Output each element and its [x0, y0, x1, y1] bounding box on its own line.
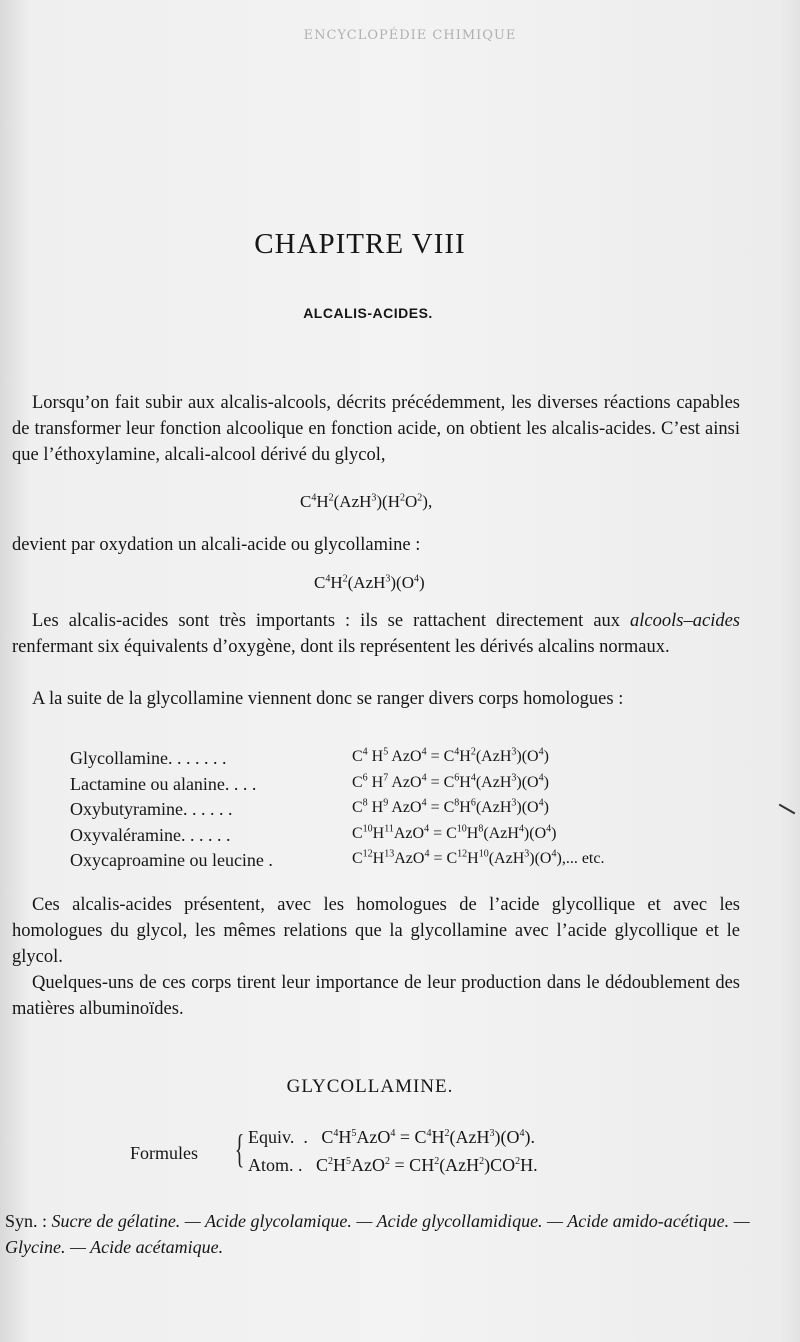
p3-text-a: Les alcalis-acides sont très importants : ils se rattachent directement aux	[32, 611, 631, 631]
homologue-name: Oxycaproamine ou leucine .	[70, 850, 273, 870]
chapter-title: CHAPITRE VIII	[254, 228, 466, 260]
paragraph-intro: Lorsqu’on fait subir aux alcalis-alcools, décrits précédemment, les diverses réactions capables de transformer leur fonction alcoolique en fonction acide, on obtient les alcalis-acides. C’est ainsi que l’éthoxylamine, alcali-alcool dérivé du glycol,	[12, 393, 740, 465]
homologue-name: Oxybutyramine. . . . . .	[70, 799, 233, 819]
running-head: ENCYCLOPÉDIE CHIMIQUE	[303, 28, 517, 43]
homologue-formula: $C^{10}H^{11}AzO^4 = C^{10}H^8(AzH^4)(O^4)$	[352, 823, 557, 842]
margin-mark	[779, 804, 796, 815]
table-row	[70, 850, 604, 876]
homologue-formula: $C^4$ $H^5$ $AzO^4 = C^4H^2(AzH^3)(O^4)$	[352, 746, 549, 765]
homologue-name: Lactamine ou alanine. . . .	[70, 773, 257, 794]
formula-glycollamine: $C^4H^2(AzH^3)(O^4)$	[314, 573, 425, 592]
paragraph-importance	[12, 608, 740, 660]
homologue-formula: $C^6$ $H^7$ $AzO^4 = C^6H^4(AzH^3)(O^4)$	[352, 772, 549, 791]
homologue-name: Glycollamine. . . . . . .	[70, 748, 227, 768]
p3-text-b: renfermant six équivalents d’oxygène, dont ils représentent les dérivés alcalins normaux.	[12, 637, 670, 657]
formule-equiv: Equiv. . $C^4H^5AzO^4 = C^4H^2(AzH^3)(O^4)$.	[248, 1127, 535, 1147]
paragraph-relations: Ces alcalis-acides présentent, avec les homologues de l’acide glycollique et avec les homologues du glycol, les mêmes relations que la glycollamine avec l’acide glycollique et le glycol.	[12, 895, 740, 967]
table-row	[70, 748, 604, 774]
formules-label: Formules	[130, 1143, 199, 1163]
table-row	[70, 799, 604, 825]
synonyms: Syn. : Sucre de gélatine. — Acide glycolamique. — Acide glycollamidique. — Acide amido-acétique. — Glycine. — Acide acétamique.	[5, 1211, 750, 1257]
section-title: GLYCOLLAMINE.	[286, 1076, 454, 1097]
paragraph-production: Quelques-uns de ces corps tirent leur importance de leur production dans le dédoublement des matières albuminoïdes.	[12, 973, 740, 1019]
homologue-name: Oxyvaléramine. . . . . .	[70, 824, 231, 845]
p3-italic: alcools–acides	[630, 611, 740, 631]
homologue-formula: $C^{12}H^{13}AzO^4 = C^{12}H^{10}(AzH^3)(O^4)$,... etc.	[352, 848, 605, 867]
formule-atom: Atom. . $C^2H^5AzO^2 = CH^2(AzH^2)CO^2H$.	[248, 1155, 538, 1175]
formula-ethoxylamine: $C^4H^2(AzH^3)(H^2O^2)$,	[300, 492, 433, 511]
paragraph-oxydation: devient par oxydation un alcali-acide ou glycollamine :	[12, 535, 421, 555]
brace-icon: {	[234, 1126, 245, 1171]
table-row	[70, 774, 604, 800]
homologues-table	[70, 748, 604, 876]
chapter-subtitle: ALCALIS-ACIDES.	[303, 305, 433, 321]
paragraph-homologues: A la suite de la glycollamine viennent donc se ranger divers corps homologues :	[32, 689, 624, 709]
table-row	[70, 825, 604, 851]
homologue-formula: $C^8$ $H^9$ $AzO^4 = C^8H^6(AzH^3)(O^4)$	[352, 797, 549, 816]
